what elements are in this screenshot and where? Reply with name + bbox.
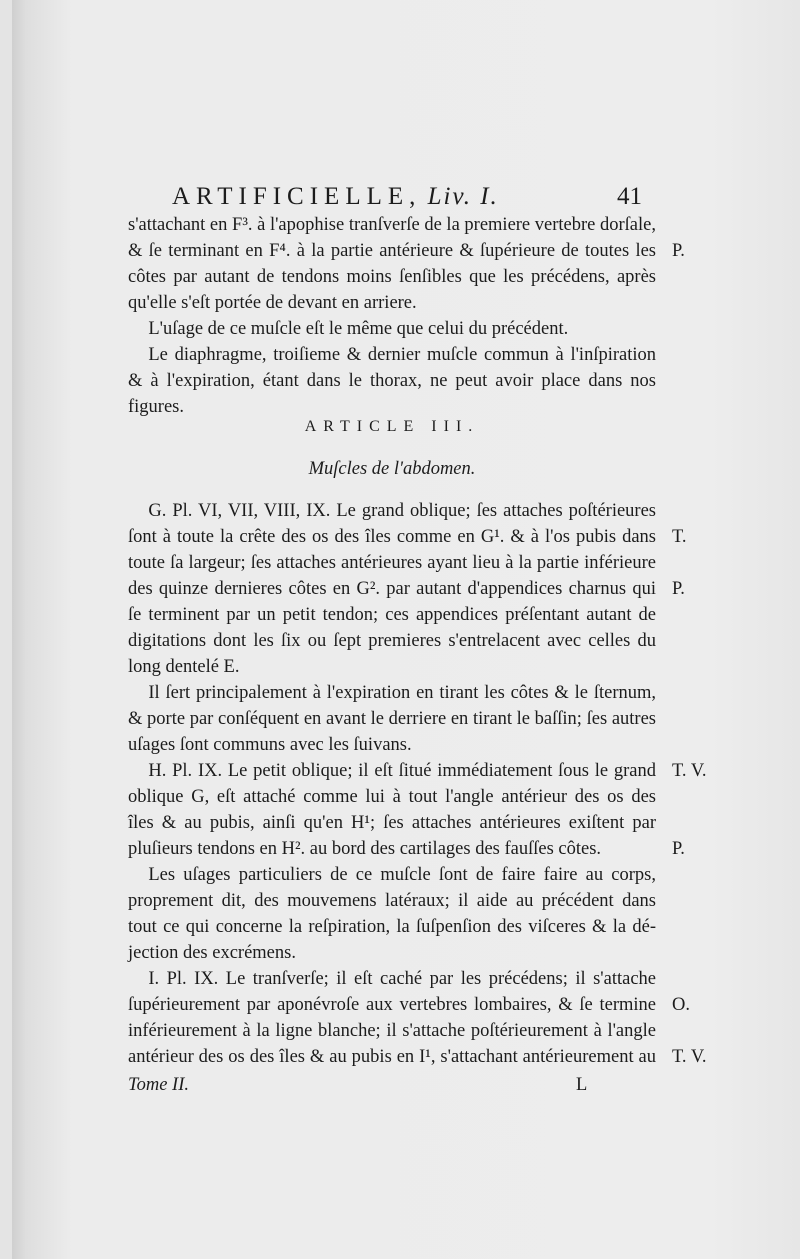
margin-note: T. (672, 527, 687, 547)
signature-mark: L (576, 1075, 588, 1095)
text-line: digitations dont les ſix ou ſept premieres s'entrelacent avec celles du (128, 631, 656, 651)
text-line: Le diaphragme, troiſieme & dernier muſcle commun à l'inſpiration (148, 345, 656, 365)
margin-note: P. (672, 241, 685, 261)
text-line: I. Pl. IX. Le tranſverſe; il eſt caché par les précédens; il s'attache (148, 969, 656, 989)
text-line: H. Pl. IX. Le petit oblique; il eſt ſitué immédiatement ſous le grand (148, 761, 656, 781)
volume-label: Tome II. (128, 1075, 189, 1095)
text-line: G. Pl. VI, VII, VIII, IX. Le grand oblique; ſes attaches poſtérieures (148, 501, 656, 521)
text-line: figures. (128, 397, 184, 417)
page-footer (128, 1072, 656, 1098)
text-line: ſupérieurement par aponévroſe aux vertebres lombaires, & ſe termine (128, 995, 656, 1015)
running-title: ARTIFICIELLE, (172, 183, 422, 210)
section-title: Muſcles de l'abdomen. (308, 459, 476, 479)
text-line: long dentelé E. (128, 657, 240, 677)
text-block-main (128, 498, 656, 1070)
text-line: îles & au pubis, ainſi qu'en H¹; ſes attaches antérieures exiſtent par (128, 813, 656, 833)
section-title-block (128, 456, 656, 482)
text-line: s'attachant en F³. à l'apophise tranſverſe de la premiere vertebre dorſale, (128, 215, 656, 235)
text-line: côtes par autant de tendons moins ſenſibles que les précédens, après (128, 267, 656, 287)
text-line: ſont à toute la crête des os des îles comme en G¹. & à l'os pubis dans (128, 527, 656, 547)
text-line: tout ce qui concerne la reſpiration, la ſuſpenſion des viſceres & la dé- (128, 917, 656, 937)
margin-note: O. (672, 995, 690, 1015)
text-line: uſages ſont communs avec les ſuivans. (128, 735, 412, 755)
text-line: toute ſa largeur; ſes attaches antérieures ayant lieu à la partie inférieure (128, 553, 656, 573)
margin-note: T. V. (672, 1047, 707, 1067)
text-line: Les uſages particuliers de ce muſcle ſont de faire faire au corps, (148, 865, 656, 885)
text-line: & à l'expiration, étant dans le thorax, ne peut avoir place dans nos (128, 371, 656, 391)
running-header (172, 180, 642, 214)
text-line: proprement dit, des mouvemens latéraux; il aide au précédent dans (128, 891, 656, 911)
book-page (12, 0, 800, 1259)
text-line: & ſe terminant en F⁴. à la partie antérieure & ſupérieure de toutes les (128, 241, 656, 261)
text-line: pluſieurs tendons en H². au bord des cartilages des fauſſes côtes. (128, 839, 602, 859)
text-line: jection des excrémens. (128, 943, 296, 963)
article-heading: ARTICLE III. (304, 418, 480, 435)
text-line: qu'elle s'eſt portée de devant en arriere. (128, 293, 417, 313)
margin-note: P. (672, 839, 685, 859)
article-heading-block (128, 414, 656, 440)
text-line: inférieurement à la ligne blanche; il s'attache poſtérieurement à l'angle (128, 1021, 656, 1041)
book-label: Liv. I. (427, 183, 499, 210)
text-line: ſe terminent par un petit tendon; ces appendices préſentant autant de (128, 605, 656, 625)
text-line: Il ſert principalement à l'expiration en tirant les côtes & le ſternum, (148, 683, 656, 703)
text-line: antérieur des os des îles & au pubis en I¹, s'attachant antérieurement au (128, 1047, 656, 1067)
page-number: 41 (617, 183, 642, 210)
text-line: oblique G, eſt attaché comme lui à tout l'angle antérieur des os des (128, 787, 656, 807)
text-block-top (128, 212, 656, 420)
text-line: & porte par conſéquent en avant le derriere en tirant le baſſin; ſes autres (128, 709, 656, 729)
text-line: des quinze dernieres côtes en G². par autant d'appendices charnus qui (128, 579, 656, 599)
margin-note: P. (672, 579, 685, 599)
text-line: L'uſage de ce muſcle eſt le même que celui du précédent. (148, 319, 569, 339)
margin-note: T. V. (672, 761, 707, 781)
